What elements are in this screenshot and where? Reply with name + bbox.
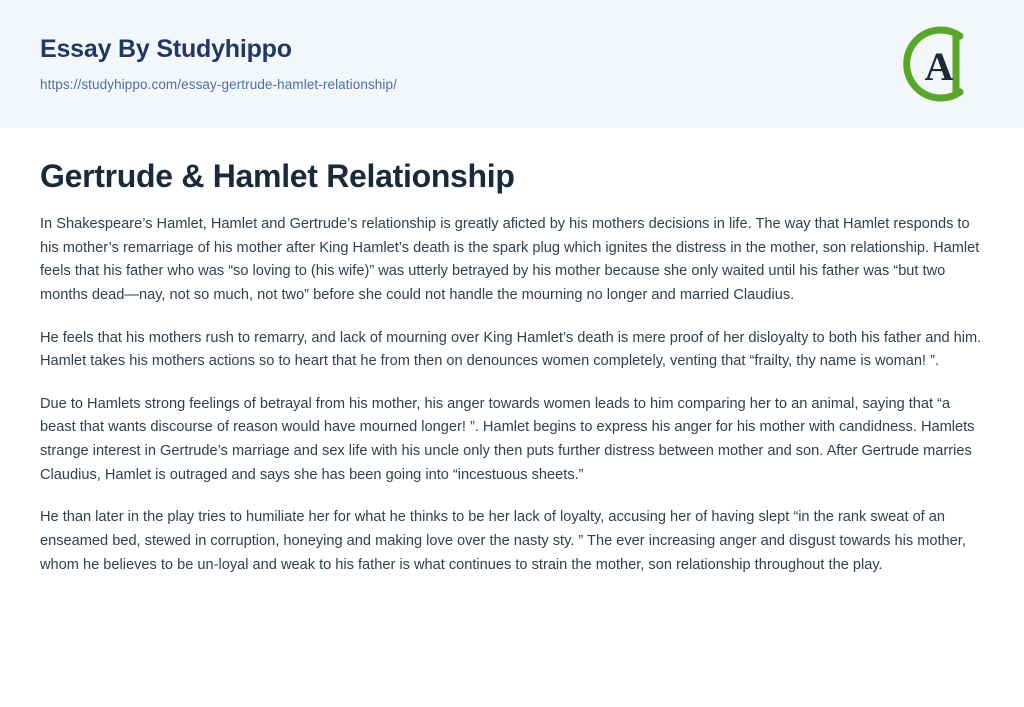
- paragraph: Due to Hamlets strong feelings of betrayal from his mother, his anger towards women leads to him comparing her to an animal, saying that “a beast that wants discourse of reason would have mourned longer! ”. Hamlet begins to express his anger for his mother with candidness. Hamlets strange interest in Gertrude’s marriage and sex life with his uncle only then puts further distress between mother and son. After Gertrude marries Claudius, Hamlet is outraged and says she has been going into “incestuous sheets.”: [40, 395, 975, 483]
- source-url[interactable]: https://studyhippo.com/essay-gertrude-hamlet-relationship/: [40, 77, 397, 92]
- paragraph: He than later in the play tries to humiliate her for what he thinks to be her lack of loyalty, accusing her of having slept “in the rank sweat of an enseamed bed, stewed in corruption, honeying and making love over the nasty sty. ” The ever increasing anger and disgust towards his mother, whom he believes to be un-loyal and weak to his father is what continues to strain the mother, son relationship throughout the play.: [40, 509, 966, 573]
- circle-a-logo-icon: [898, 22, 982, 106]
- svg-text:A: A: [924, 44, 954, 89]
- page-header: [0, 0, 1024, 128]
- paragraph: He feels that his mothers rush to remarry, and lack of mourning over King Hamlet’s death is mere proof of her disloyalty to both his father and him. Hamlet takes his mothers actions so to heart that he from then on denounces women completely, venting that “frailty, thy name is woman! ”.: [40, 329, 982, 370]
- brand-title: Essay By Studyhippo: [40, 35, 292, 63]
- page-title: Gertrude & Hamlet Relationship: [40, 158, 515, 194]
- paragraph: In Shakespeare’s Hamlet, Hamlet and Gertrude’s relationship is greatly aficted by his mothers decisions in life. The way that Hamlet responds to his mother’s remarriage of his mother after King Hamlet’s death is the spark plug which ignites the distress in the mother, son relationship. Hamlet feels that his father who was “so loving to (his wife)” was utterly betrayed by his mother because she only waited until his father was “but two months dead—nay, not so much, not two” before she could not handle the mourning no longer and married Claudius.: [40, 216, 980, 303]
- document-body: [0, 128, 1024, 577]
